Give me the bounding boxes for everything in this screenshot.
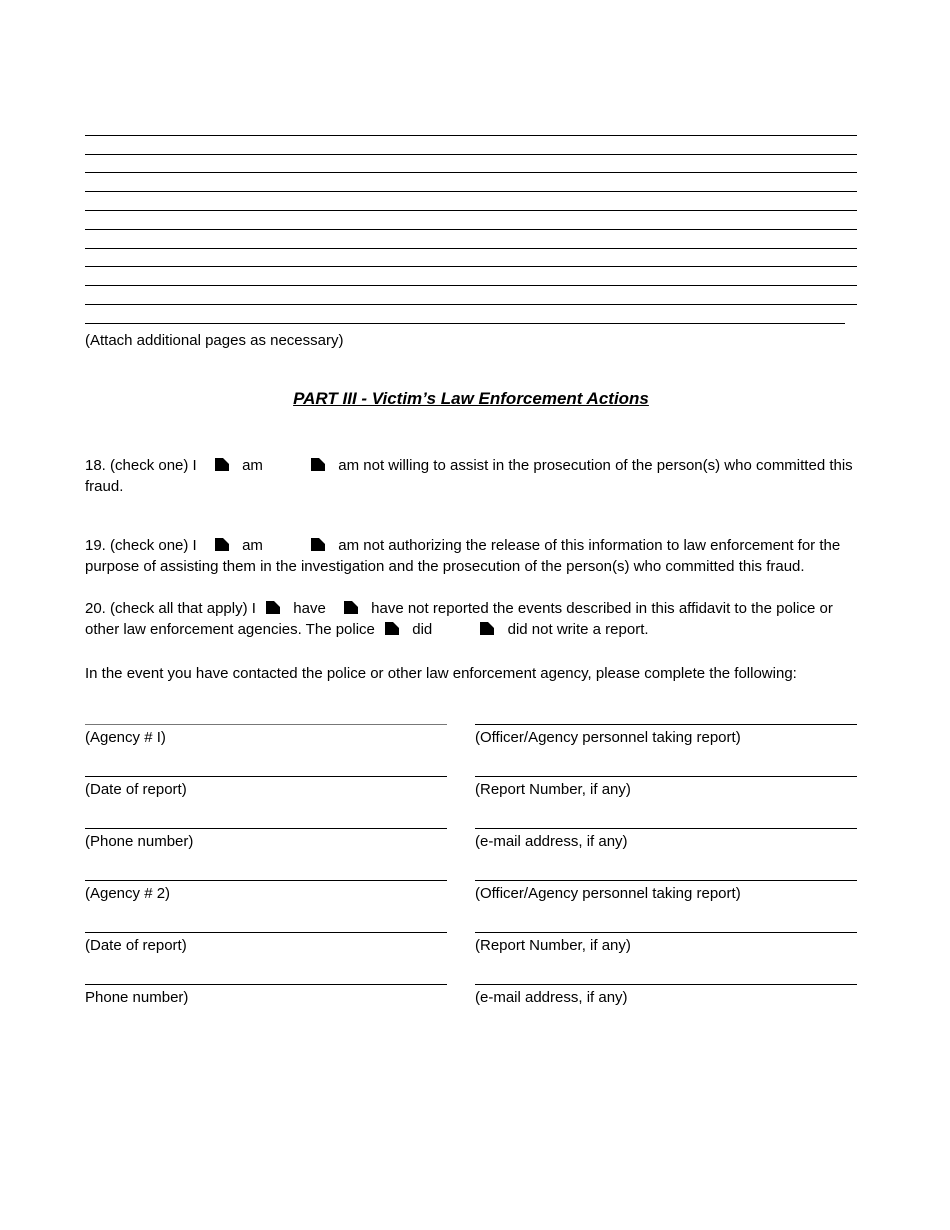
field-email-2-label: (e-mail address, if any) [475, 989, 628, 1007]
field-agency-2-label: (Agency # 2) [85, 885, 171, 903]
item-19-checkbox-am-icon[interactable] [215, 538, 229, 551]
item-18-option-am: am [242, 456, 263, 474]
item-18-rest: am not willing to assist in the prosecution of the person(s) who committed this fraud. [85, 456, 853, 496]
field-date-1-input-line[interactable] [85, 776, 447, 777]
field-report-number-2-label: (Report Number, if any) [475, 937, 631, 955]
field-email-2-input-line[interactable] [475, 984, 857, 985]
item-20 [85, 598, 857, 641]
field-agency-2 [85, 880, 447, 902]
write-line[interactable] [85, 230, 857, 249]
field-report-number-1-input-line[interactable] [475, 776, 857, 777]
item-19-checkbox-am-not-icon[interactable] [311, 538, 325, 551]
write-line[interactable] [85, 155, 857, 174]
item-20-mid: have not reported the events described in this affidavit to the police or other law enforcement agencies. The police [85, 599, 833, 639]
field-agency-2-input-line[interactable] [85, 880, 447, 881]
item-20-lead: 20. (check all that apply) I [85, 599, 256, 617]
field-officer-1 [475, 724, 857, 746]
field-agency-1-label: (Agency # I) [85, 729, 166, 747]
write-line[interactable] [85, 117, 857, 136]
field-phone-2-input-line[interactable] [85, 984, 447, 985]
field-date-2-input-line[interactable] [85, 932, 447, 933]
field-date-1 [85, 776, 447, 798]
item-18-lead: 18. (check one) I [85, 456, 197, 474]
part-title-text: PART III - Victim’s Law Enforcement Actions [293, 388, 649, 408]
write-line[interactable] [85, 192, 857, 211]
field-email-2 [475, 984, 857, 1006]
field-report-number-2 [475, 932, 857, 954]
write-line[interactable] [85, 305, 845, 324]
item-18 [85, 455, 857, 498]
field-officer-2-label: (Officer/Agency personnel taking report) [475, 885, 741, 903]
item-19-lead: 19. (check one) I [85, 536, 197, 554]
write-line[interactable] [85, 249, 857, 268]
field-officer-2 [475, 880, 857, 902]
field-date-2 [85, 932, 447, 954]
item-19 [85, 535, 857, 578]
part-title [85, 389, 857, 409]
agency-fields-grid [85, 724, 857, 1006]
field-officer-1-input-line[interactable] [475, 724, 857, 725]
item-20-checkbox-did-not-icon[interactable] [480, 622, 494, 635]
item-18-checkbox-am-icon[interactable] [215, 458, 229, 471]
write-line[interactable] [85, 286, 857, 305]
field-phone-2 [85, 984, 447, 1006]
item-20-tail: did not write a report. [507, 621, 649, 639]
field-officer-1-label: (Officer/Agency personnel taking report) [475, 729, 741, 747]
field-email-1-label: (e-mail address, if any) [475, 833, 628, 851]
item-19-rest: am not authorizing the release of this information to law enforcement for the purpose of assisting them in the investigation and the prosecution of the person(s) who committed this fraud. [85, 536, 841, 576]
item-19-option-am: am [242, 536, 263, 554]
field-date-2-label: (Date of report) [85, 937, 187, 955]
item-20-option-have: have [293, 599, 326, 617]
field-agency-1 [85, 724, 447, 746]
field-phone-2-label: Phone number) [85, 989, 189, 1007]
attach-note: (Attach additional pages as necessary) [85, 331, 344, 349]
write-line[interactable] [85, 136, 857, 155]
field-email-1-input-line[interactable] [475, 828, 857, 829]
write-line[interactable] [85, 211, 857, 230]
field-report-number-1-label: (Report Number, if any) [475, 781, 631, 799]
field-date-1-label: (Date of report) [85, 781, 187, 799]
write-line[interactable] [85, 173, 857, 192]
item-20-checkbox-have-icon[interactable] [266, 601, 280, 614]
item-20-checkbox-did-icon[interactable] [385, 622, 399, 635]
field-agency-1-input-line[interactable] [85, 724, 447, 725]
field-report-number-1 [475, 776, 857, 798]
field-officer-2-input-line[interactable] [475, 880, 857, 881]
write-line[interactable] [85, 267, 857, 286]
field-report-number-2-input-line[interactable] [475, 932, 857, 933]
item-20-checkbox-have-not-icon[interactable] [344, 601, 358, 614]
field-phone-1-input-line[interactable] [85, 828, 447, 829]
contact-intro: In the event you have contacted the police or other law enforcement agency, please complete the following: [85, 664, 797, 682]
blank-write-lines [85, 117, 857, 324]
item-20-option-did: did [412, 621, 433, 639]
field-phone-1 [85, 828, 447, 850]
field-email-1 [475, 828, 857, 850]
item-18-checkbox-am-not-icon[interactable] [311, 458, 325, 471]
field-phone-1-label: (Phone number) [85, 833, 194, 851]
